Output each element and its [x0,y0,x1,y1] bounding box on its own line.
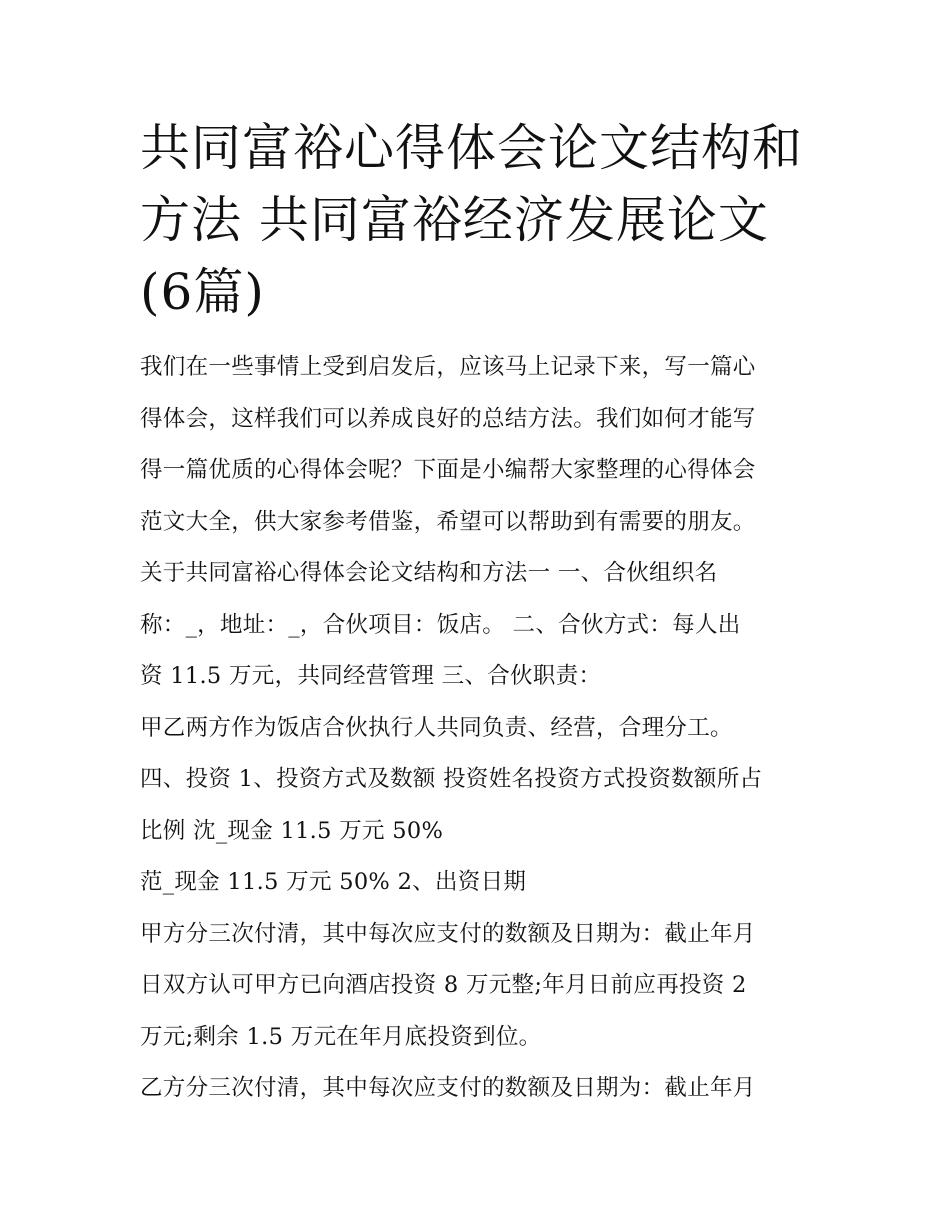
text-line: 比例 沈_现金 11.5 万元 50% [140,817,444,844]
text-line: 称：_，地址：_，合伙项目：饭店。 二、合伙方式：每人出 [140,611,741,638]
document-page [140,112,820,1115]
text-line: 得体会，这样我们可以养成良好的总结方法。我们如何才能写 [140,405,756,432]
text-line: 甲乙两方作为饭店合伙执行人共同负责、经营，合理分工。 [140,714,733,741]
document-title: 共同富裕心得体会论文结构和方法 共同富裕经济发展论文(6篇) [140,119,803,321]
text-line: 日双方认可甲方已向酒店投资 8 万元整;年月日前应再投资 2 [140,972,747,998]
text-line: 得一篇优质的心得体会呢？下面是小编帮大家整理的心得体会 [140,457,756,483]
text-line: 四、投资 1、投资方式及数额 投资姓名投资方式投资数额所占 [140,766,763,792]
text-line: 甲方分三次付清，其中每次应支付的数额及日期为：截止年月 [140,920,756,947]
text-line: 乙方分三次付清，其中每次应支付的数额及日期为：截止年月 [140,1075,756,1101]
document-body [140,342,820,1115]
text-line: 范_现金 11.5 万元 50% 2、出资日期 [140,869,527,895]
text-line: 范文大全，供大家参考借鉴，希望可以帮助到有需要的朋友。 [140,508,756,535]
text-line: 资 11.5 万元，共同经营管理 三、合伙职责： [140,663,602,689]
text-line: 万元;剩余 1.5 万元在年月底投资到位。 [140,1023,542,1050]
text-line: 我们在一些事情上受到启发后，应该马上记录下来，写一篇心 [140,354,756,380]
text-line: 关于共同富裕心得体会论文结构和方法一 一、合伙组织名 [140,560,718,586]
